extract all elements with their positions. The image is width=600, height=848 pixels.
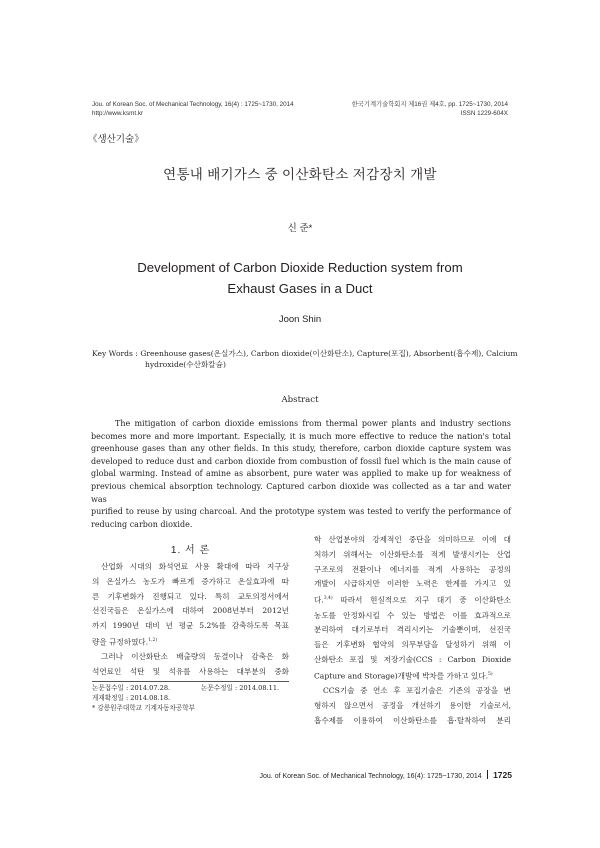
issn: ISSN 1229-604X xyxy=(460,110,508,117)
footer-journal: Jou. of Korean Soc. of Mechanical Technology, 16(4): 1725~1730, 2014 xyxy=(259,773,482,780)
body-line-text: 량을 규정하였다. xyxy=(92,637,149,647)
left-column xyxy=(92,560,289,680)
keywords-line1: Greenhouse gases(온실가스), Carbon dioxide(이산화탄소), Capture(포집), Absorbent(흡수제), Calcium xyxy=(140,349,518,358)
date-received: 논문접수일 : 2014.07.28. xyxy=(92,684,171,692)
keywords xyxy=(92,348,518,370)
body-line: 분리하여 대기로부터 격리시키는 기술뿐이며, 선진국 xyxy=(314,625,511,635)
body-line: 학 산업분야의 강제적인 중단을 의미하므로 이에 대 xyxy=(314,535,511,544)
journal-citation-ko: 한국기계기술학회지 제16권 제4호, pp. 1725~1730, 2014 xyxy=(351,101,508,108)
body-line: 들은 기후변화 협약의 의무부담을 달성하기 위해 이 xyxy=(314,640,511,650)
abstract-body xyxy=(91,418,511,531)
body-line: 처하기 위해서는 이산화탄소를 적게 발생시키는 산업 xyxy=(314,549,511,559)
title-english xyxy=(0,257,600,299)
date-revised: 논문수정일 : 2014.08.11. xyxy=(201,684,280,692)
body-line-text: Capture and Storage)개발에 박차를 가하고 있다. xyxy=(314,671,489,681)
journal-url[interactable]: http://www.ksmt.kr xyxy=(92,110,144,117)
keywords-label: Key Words : xyxy=(92,349,138,358)
body-line: 석연료인 석탄 및 석유를 사용하는 대부분의 중화 xyxy=(92,667,289,677)
body-line: 른 기후변화가 진행되고 있다. 특히 교토의정서에서 xyxy=(92,591,289,601)
body-line: 선진국들은 온실가스에 대하여 2008년부터 2012년 xyxy=(92,606,289,616)
citation-ref: 5) xyxy=(488,671,493,677)
abstract-line: purified to reuse by using charcoal. And the prototype system was tested to verify the performance of xyxy=(91,507,511,517)
body-line: 흡수제를 이용하여 이산화탄소를 흡·탈착하여 분리 xyxy=(314,715,511,725)
category-label: 《생산기술》 xyxy=(88,134,144,145)
body-line: 의 온실가스 농도가 빠르게 증가하고 온실효과에 따 xyxy=(92,576,289,586)
journal-citation: Jou. of Korean Soc. of Mechanical Technology, 16(4) : 1725~1730, 2014 xyxy=(92,101,294,108)
abstract-line: developed to reduce dust and carbon dioxide from combustion of fossil fuel which is the main cause of xyxy=(91,456,511,466)
title-english-line1: Development of Carbon Dioxide Reduction system from xyxy=(137,260,463,275)
author-korean: 신 준* xyxy=(287,223,313,234)
body-line: 산화탄소 포집 및 저장기술(CCS : Carbon Dioxide xyxy=(314,654,511,664)
author-affiliation: * 강릉원주대학교 기계자동차공학부 xyxy=(92,704,196,712)
abstract-heading: Abstract xyxy=(281,395,319,405)
author-english: Joon Shin xyxy=(278,314,322,325)
page-number: 1725 xyxy=(493,770,512,780)
body-line: 까지 1990년 대비 년 평균 5.2%를 감축하도록 목표 xyxy=(92,621,289,631)
title-english-line2: Exhaust Gases in a Duct xyxy=(227,281,373,296)
body-line: 농도를 안정화시킬 수 있는 방법은 이를 효과적으로 xyxy=(314,610,511,620)
right-column xyxy=(314,533,511,728)
body-line: 형하지 않으면서 공정을 개선하기 용이한 기술로서, xyxy=(314,700,511,710)
body-line: 그러나 이산화탄소 배출량의 동결이나 감축은 화 xyxy=(101,652,289,662)
footnote-divider xyxy=(92,681,289,682)
body-line xyxy=(314,668,511,684)
body-line: 산업화 시대의 화석연료 사용 확대에 따라 지구상 xyxy=(101,562,289,571)
citation-ref: 3,4) xyxy=(323,596,333,602)
abstract-line: greenhouse gases than any other fields. In this study, therefore, carbon dioxide capture system was xyxy=(91,444,511,454)
body-line: CCS기술 중 연소 후 포집기술은 기존의 공장을 변 xyxy=(323,686,511,696)
body-line: 개발이 시급하지만 이러한 노력은 한계를 가지고 있 xyxy=(314,579,511,589)
body-line xyxy=(92,634,289,650)
abstract-line: becomes more and more important. Especially, it is much more effective to reduce the nation's total xyxy=(91,431,511,441)
body-line-text: 따라서 현실적으로 지구 대기 중 이산화탄소 xyxy=(340,595,511,605)
body-line: 구조로의 전환이나 에너지를 적게 사용하는 공정의 xyxy=(314,564,511,574)
keywords-line2: hydroxide(수산화칼슘) xyxy=(145,360,226,369)
citation-ref: 1,2) xyxy=(148,637,158,643)
section-heading-introduction: 1. 서 론 xyxy=(170,545,211,556)
abstract-line: reducing carbon dioxide. xyxy=(91,519,193,529)
body-line xyxy=(314,592,511,608)
body-line-text: 다. xyxy=(314,595,324,605)
abstract-line: global warming. Instead of amine as absorbent, pure water was applied to make up for weakness of xyxy=(91,469,511,479)
title-korean: 연통내 배기가스 중 이산화탄소 저감장치 개발 xyxy=(163,167,437,182)
page-footer xyxy=(260,770,512,780)
footer-separator xyxy=(487,770,489,779)
header-left xyxy=(92,100,294,118)
abstract-line: The mitigation of carbon dioxide emissions from thermal power plants and industry sections xyxy=(115,419,511,428)
header-right xyxy=(352,100,508,118)
abstract-line: previous chemical absorption technology. Captured carbon dioxide was collected as a tar and water was xyxy=(91,481,511,504)
date-accepted: 게재확정일 : 2014.08.18. xyxy=(92,694,171,702)
